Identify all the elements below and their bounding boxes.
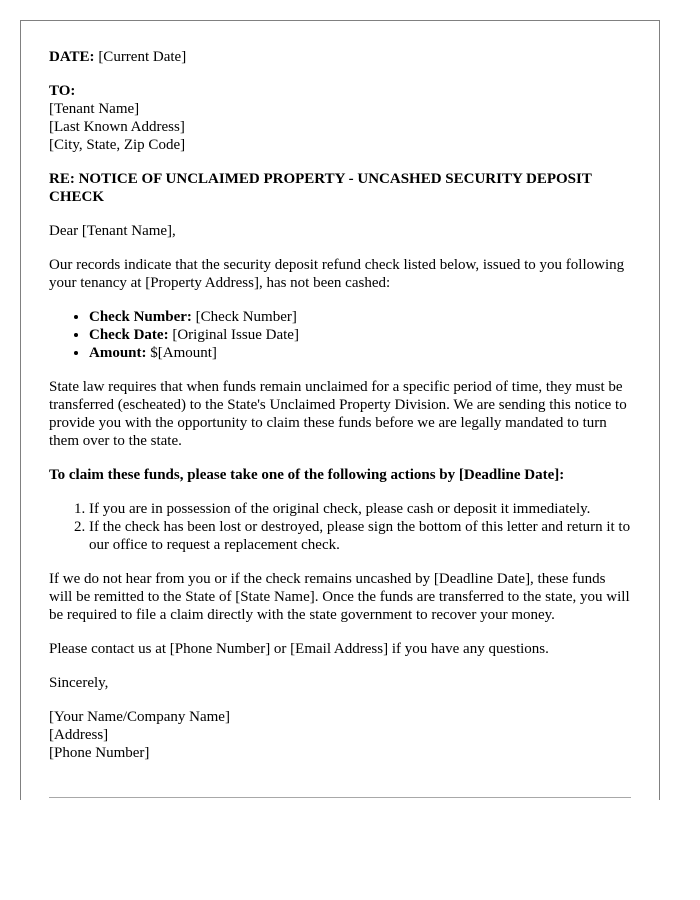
claim-actions-list — [49, 500, 631, 554]
remit-paragraph: If we do not hear from you or if the check remains uncashed by [Deadline Date], these funds will be remitted to the State of [State Name]. Once the funds are transferred to the state, you will be required to file a claim directly with the state government to recover your money. — [49, 571, 630, 623]
amount-value: $[Amount] — [150, 345, 217, 361]
check-detail-item — [89, 308, 631, 326]
date-value: [Current Date] — [98, 49, 187, 65]
to-label: TO: — [49, 83, 76, 99]
subject-line: RE: NOTICE OF UNCLAIMED PROPERTY - UNCASHED SECURITY DEPOSIT CHECK — [49, 171, 592, 205]
law-paragraph: State law requires that when funds remain unclaimed for a specific period of time, they must be transferred (escheated) to the State's Unclaimed Property Division. We are sending this notice to provide you with the opportunity to claim these funds before we are legally mandated to turn them over to the state. — [49, 379, 627, 449]
recipient-address: [Last Known Address] — [49, 119, 185, 135]
recipient-city-state-zip: [City, State, Zip Code] — [49, 137, 186, 153]
intro-paragraph: Our records indicate that the security deposit refund check listed below, issued to you following your tenancy at [Property Address], has not been cashed: — [49, 257, 625, 291]
check-detail-item — [89, 344, 631, 362]
closing: Sincerely, — [49, 675, 109, 691]
date-line — [49, 48, 631, 66]
recipient-name: [Tenant Name] — [49, 101, 140, 117]
signature-name: [Your Name/Company Name] — [49, 709, 230, 725]
claim-heading: To claim these funds, please take one of the following actions by [Deadline Date]: — [49, 467, 565, 483]
letter-page — [20, 20, 660, 800]
claim-action-item: 2. If the check has been lost or destroyed, please sign the bottom of this letter and return it to our office to request a replacement check. — [89, 518, 631, 554]
claim-action-item: 1. If you are in possession of the original check, please cash or deposit it immediately. — [89, 500, 631, 518]
check-date-value: [Original Issue Date] — [172, 327, 299, 343]
amount-label: Amount: — [89, 345, 147, 361]
signature-divider — [49, 797, 631, 798]
check-details-list — [49, 308, 631, 362]
check-number-value: [Check Number] — [195, 309, 297, 325]
greeting: Dear [Tenant Name], — [49, 223, 176, 239]
check-date-label: Check Date: — [89, 327, 169, 343]
signature-block — [49, 708, 631, 762]
recipient-block — [49, 82, 631, 154]
check-detail-item — [89, 326, 631, 344]
signature-phone: [Phone Number] — [49, 745, 150, 761]
check-number-label: Check Number: — [89, 309, 192, 325]
contact-paragraph: Please contact us at [Phone Number] or [Email Address] if you have any questions. — [49, 641, 549, 657]
date-label: DATE: — [49, 49, 95, 65]
signature-address: [Address] — [49, 727, 109, 743]
